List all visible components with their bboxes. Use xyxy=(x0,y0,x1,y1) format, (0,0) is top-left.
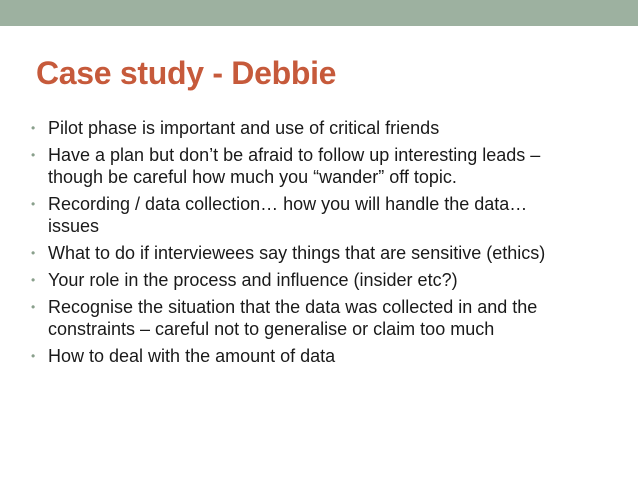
bullet-text: Pilot phase is important and use of critical friends xyxy=(48,118,440,138)
bullet-item xyxy=(28,144,573,188)
bullet-item xyxy=(28,242,573,264)
bullet-dot-icon: • xyxy=(31,197,36,211)
slide-title: Case study - Debbie xyxy=(36,55,337,91)
bullet-item xyxy=(28,345,573,367)
bullet-item xyxy=(28,193,573,237)
bullet-text: Recording / data collection… how you will handle the data… issues xyxy=(48,194,528,236)
bullet-dot-icon: • xyxy=(31,148,36,162)
bullet-text: How to deal with the amount of data xyxy=(48,346,336,366)
top-accent-bar xyxy=(0,0,638,26)
bullet-list xyxy=(28,117,573,372)
bullet-text: Have a plan but don’t be afraid to follow up interesting leads – though be careful how much you “wander” off topic. xyxy=(48,145,541,187)
bullet-dot-icon: • xyxy=(31,121,36,135)
bullet-item xyxy=(28,296,573,340)
bullet-dot-icon: • xyxy=(31,349,36,363)
bullet-text: What to do if interviewees say things that are sensitive (ethics) xyxy=(48,243,546,263)
bullet-dot-icon: • xyxy=(31,246,36,260)
bullet-item xyxy=(28,269,573,291)
bullet-item xyxy=(28,117,573,139)
bullet-dot-icon: • xyxy=(31,273,36,287)
bullet-text: Recognise the situation that the data was collected in and the constraints – careful not to generalise or claim too much xyxy=(48,297,538,339)
bullet-text: Your role in the process and influence (insider etc?) xyxy=(48,270,458,290)
bullet-dot-icon: • xyxy=(31,300,36,314)
